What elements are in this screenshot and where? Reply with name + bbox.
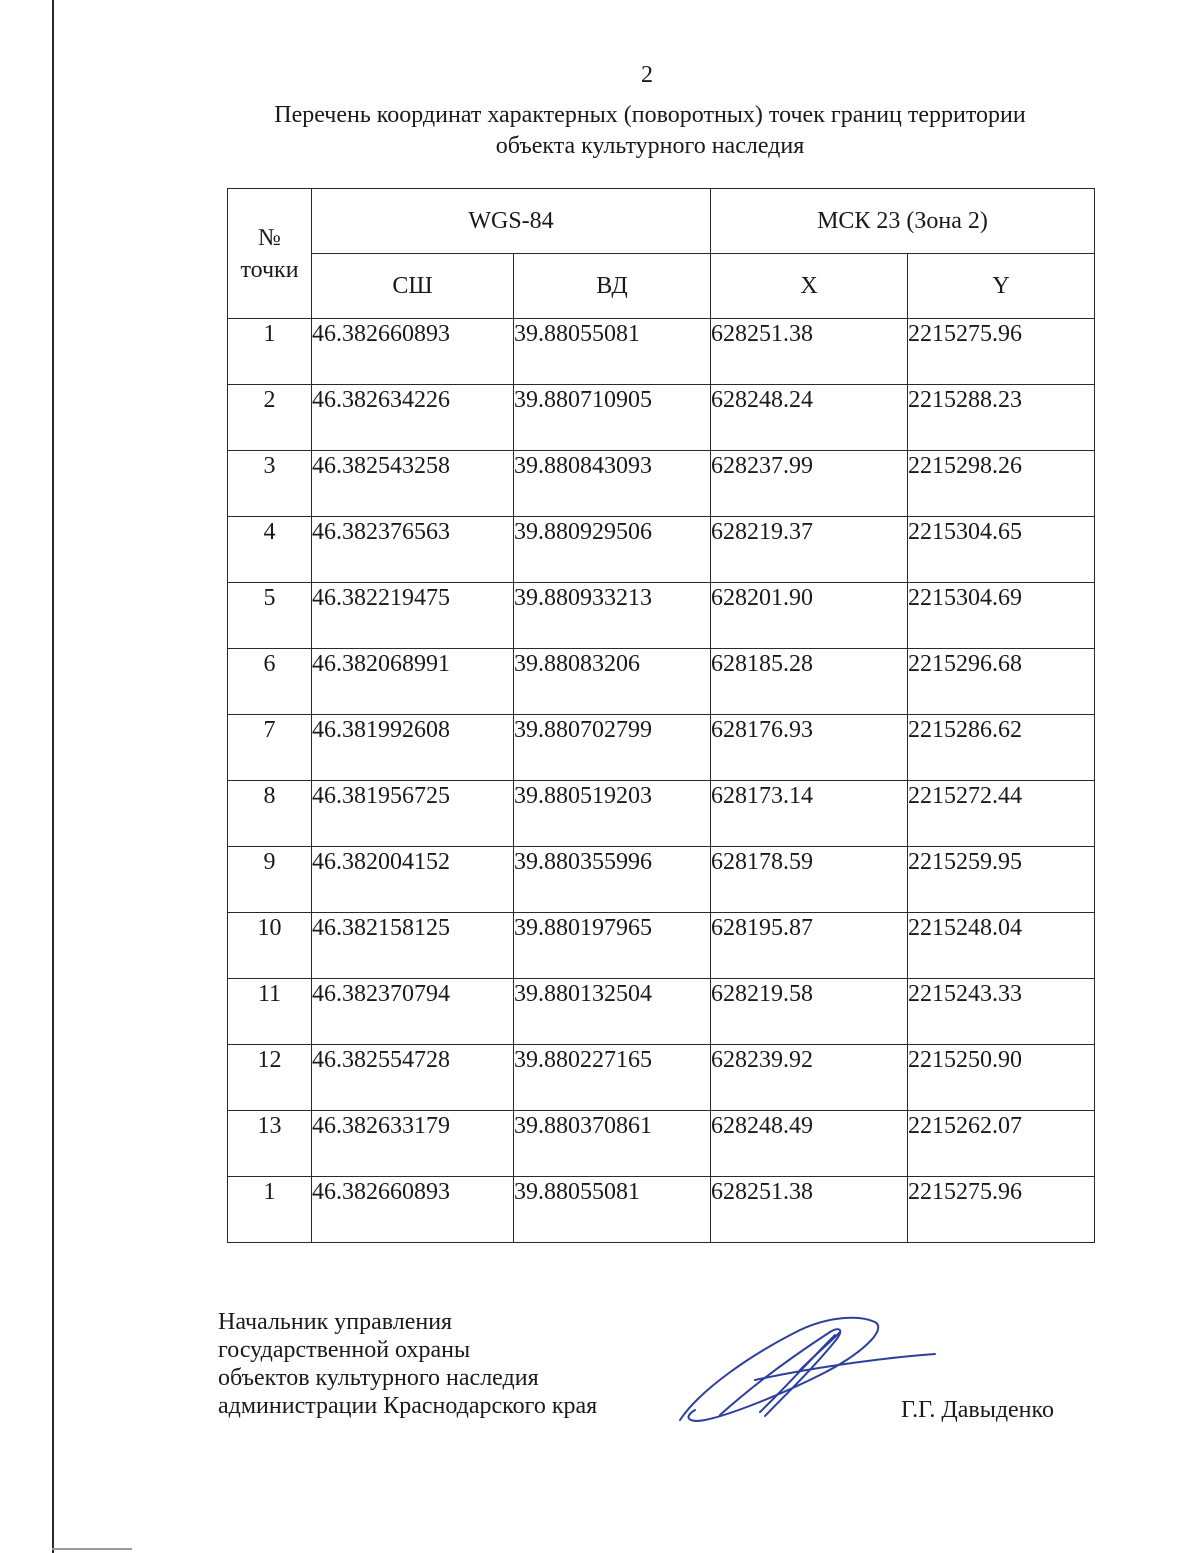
table-row: [228, 517, 1095, 583]
cell-longitude: 39.880197965: [514, 913, 711, 979]
cell-y: 2215272.44: [908, 781, 1095, 847]
cell-point-number: 12: [228, 1045, 312, 1111]
cell-point-number: 8: [228, 781, 312, 847]
cell-longitude: 39.880370861: [514, 1111, 711, 1177]
cell-longitude: 39.880933213: [514, 583, 711, 649]
cell-y: 2215304.65: [908, 517, 1095, 583]
cell-x: 628251.38: [711, 319, 908, 385]
cell-x: 628219.58: [711, 979, 908, 1045]
cell-latitude: 46.382634226: [312, 385, 514, 451]
cell-latitude: 46.382158125: [312, 913, 514, 979]
cell-point-number: 6: [228, 649, 312, 715]
coordinates-table-body: [228, 319, 1095, 1243]
cell-x: 628185.28: [711, 649, 908, 715]
cell-latitude: 46.382376563: [312, 517, 514, 583]
cell-latitude: 46.382633179: [312, 1111, 514, 1177]
cell-longitude: 39.880929506: [514, 517, 711, 583]
cell-longitude: 39.880710905: [514, 385, 711, 451]
cell-y: 2215296.68: [908, 649, 1095, 715]
cell-point-number: 4: [228, 517, 312, 583]
header-point-number: [228, 189, 312, 319]
signatory-line-1: Начальник управления: [218, 1309, 453, 1335]
cell-y: 2215250.90: [908, 1045, 1095, 1111]
table-row: [228, 781, 1095, 847]
signatory-name: Г.Г. Давыденко: [901, 1397, 1054, 1423]
cell-longitude: 39.88083206: [514, 649, 711, 715]
header-latitude: СШ: [312, 254, 514, 319]
table-row: [228, 1177, 1095, 1243]
cell-longitude: 39.880355996: [514, 847, 711, 913]
cell-y: 2215275.96: [908, 1177, 1095, 1243]
cell-latitude: 46.382219475: [312, 583, 514, 649]
cell-point-number: 5: [228, 583, 312, 649]
title-line-2: объекта культурного наследия: [495, 133, 805, 159]
table-row: [228, 847, 1095, 913]
header-longitude: ВД: [514, 254, 711, 319]
cell-x: 628248.24: [711, 385, 908, 451]
cell-point-number: 13: [228, 1111, 312, 1177]
cell-point-number: 11: [228, 979, 312, 1045]
signatory-position: [218, 1308, 597, 1420]
cell-y: 2215275.96: [908, 319, 1095, 385]
table-row: [228, 715, 1095, 781]
cell-x: 628239.92: [711, 1045, 908, 1111]
cell-longitude: 39.880227165: [514, 1045, 711, 1111]
cell-y: 2215304.69: [908, 583, 1095, 649]
cell-latitude: 46.382660893: [312, 1177, 514, 1243]
cell-latitude: 46.381992608: [312, 715, 514, 781]
cell-longitude: 39.88055081: [514, 1177, 711, 1243]
cell-y: 2215259.95: [908, 847, 1095, 913]
cell-latitude: 46.382068991: [312, 649, 514, 715]
scan-edge-bottom: [52, 1548, 132, 1550]
header-y: Y: [908, 254, 1095, 319]
cell-longitude: 39.880702799: [514, 715, 711, 781]
cell-latitude: 46.382554728: [312, 1045, 514, 1111]
cell-point-number: 10: [228, 913, 312, 979]
coordinates-table: [227, 188, 1095, 1243]
table-row: [228, 1111, 1095, 1177]
table-row: [228, 385, 1095, 451]
cell-x: 628237.99: [711, 451, 908, 517]
cell-y: 2215248.04: [908, 913, 1095, 979]
cell-latitude: 46.382370794: [312, 979, 514, 1045]
cell-latitude: 46.382660893: [312, 319, 514, 385]
cell-point-number: 2: [228, 385, 312, 451]
cell-x: 628178.59: [711, 847, 908, 913]
cell-x: 628173.14: [711, 781, 908, 847]
cell-y: 2215262.07: [908, 1111, 1095, 1177]
cell-y: 2215286.62: [908, 715, 1095, 781]
cell-point-number: 7: [228, 715, 312, 781]
cell-x: 628201.90: [711, 583, 908, 649]
cell-latitude: 46.381956725: [312, 781, 514, 847]
cell-point-number: 1: [228, 1177, 312, 1243]
cell-y: 2215298.26: [908, 451, 1095, 517]
signatory-line-3: объектов культурного наследия: [218, 1365, 539, 1391]
cell-x: 628195.87: [711, 913, 908, 979]
title-line-1: Перечень координат характерных (поворотных) точек границ территории: [274, 102, 1026, 128]
table-row: [228, 319, 1095, 385]
table-row: [228, 583, 1095, 649]
cell-longitude: 39.880519203: [514, 781, 711, 847]
cell-point-number: 3: [228, 451, 312, 517]
table-row: [228, 979, 1095, 1045]
cell-latitude: 46.382543258: [312, 451, 514, 517]
page-number: 2: [641, 62, 653, 88]
cell-x: 628251.38: [711, 1177, 908, 1243]
cell-longitude: 39.88055081: [514, 319, 711, 385]
cell-longitude: 39.880132504: [514, 979, 711, 1045]
header-wgs84: WGS-84: [312, 189, 711, 254]
signatory-line-2: государственной охраны: [218, 1337, 471, 1363]
cell-x: 628248.49: [711, 1111, 908, 1177]
table-row: [228, 1045, 1095, 1111]
cell-y: 2215288.23: [908, 385, 1095, 451]
cell-point-number: 1: [228, 319, 312, 385]
header-msk23: МСК 23 (Зона 2): [711, 189, 1095, 254]
cell-longitude: 39.880843093: [514, 451, 711, 517]
cell-latitude: 46.382004152: [312, 847, 514, 913]
cell-y: 2215243.33: [908, 979, 1095, 1045]
table-row: [228, 649, 1095, 715]
table-row: [228, 913, 1095, 979]
header-point-number-line-1: №: [258, 224, 281, 251]
header-point-number-line-2: точки: [240, 256, 299, 283]
header-x: X: [711, 254, 908, 319]
cell-x: 628176.93: [711, 715, 908, 781]
scan-edge-left: [52, 0, 54, 1553]
table-row: [228, 451, 1095, 517]
cell-x: 628219.37: [711, 517, 908, 583]
document-title: [220, 100, 1080, 162]
cell-point-number: 9: [228, 847, 312, 913]
signatory-line-4: администрации Краснодарского края: [218, 1393, 598, 1419]
